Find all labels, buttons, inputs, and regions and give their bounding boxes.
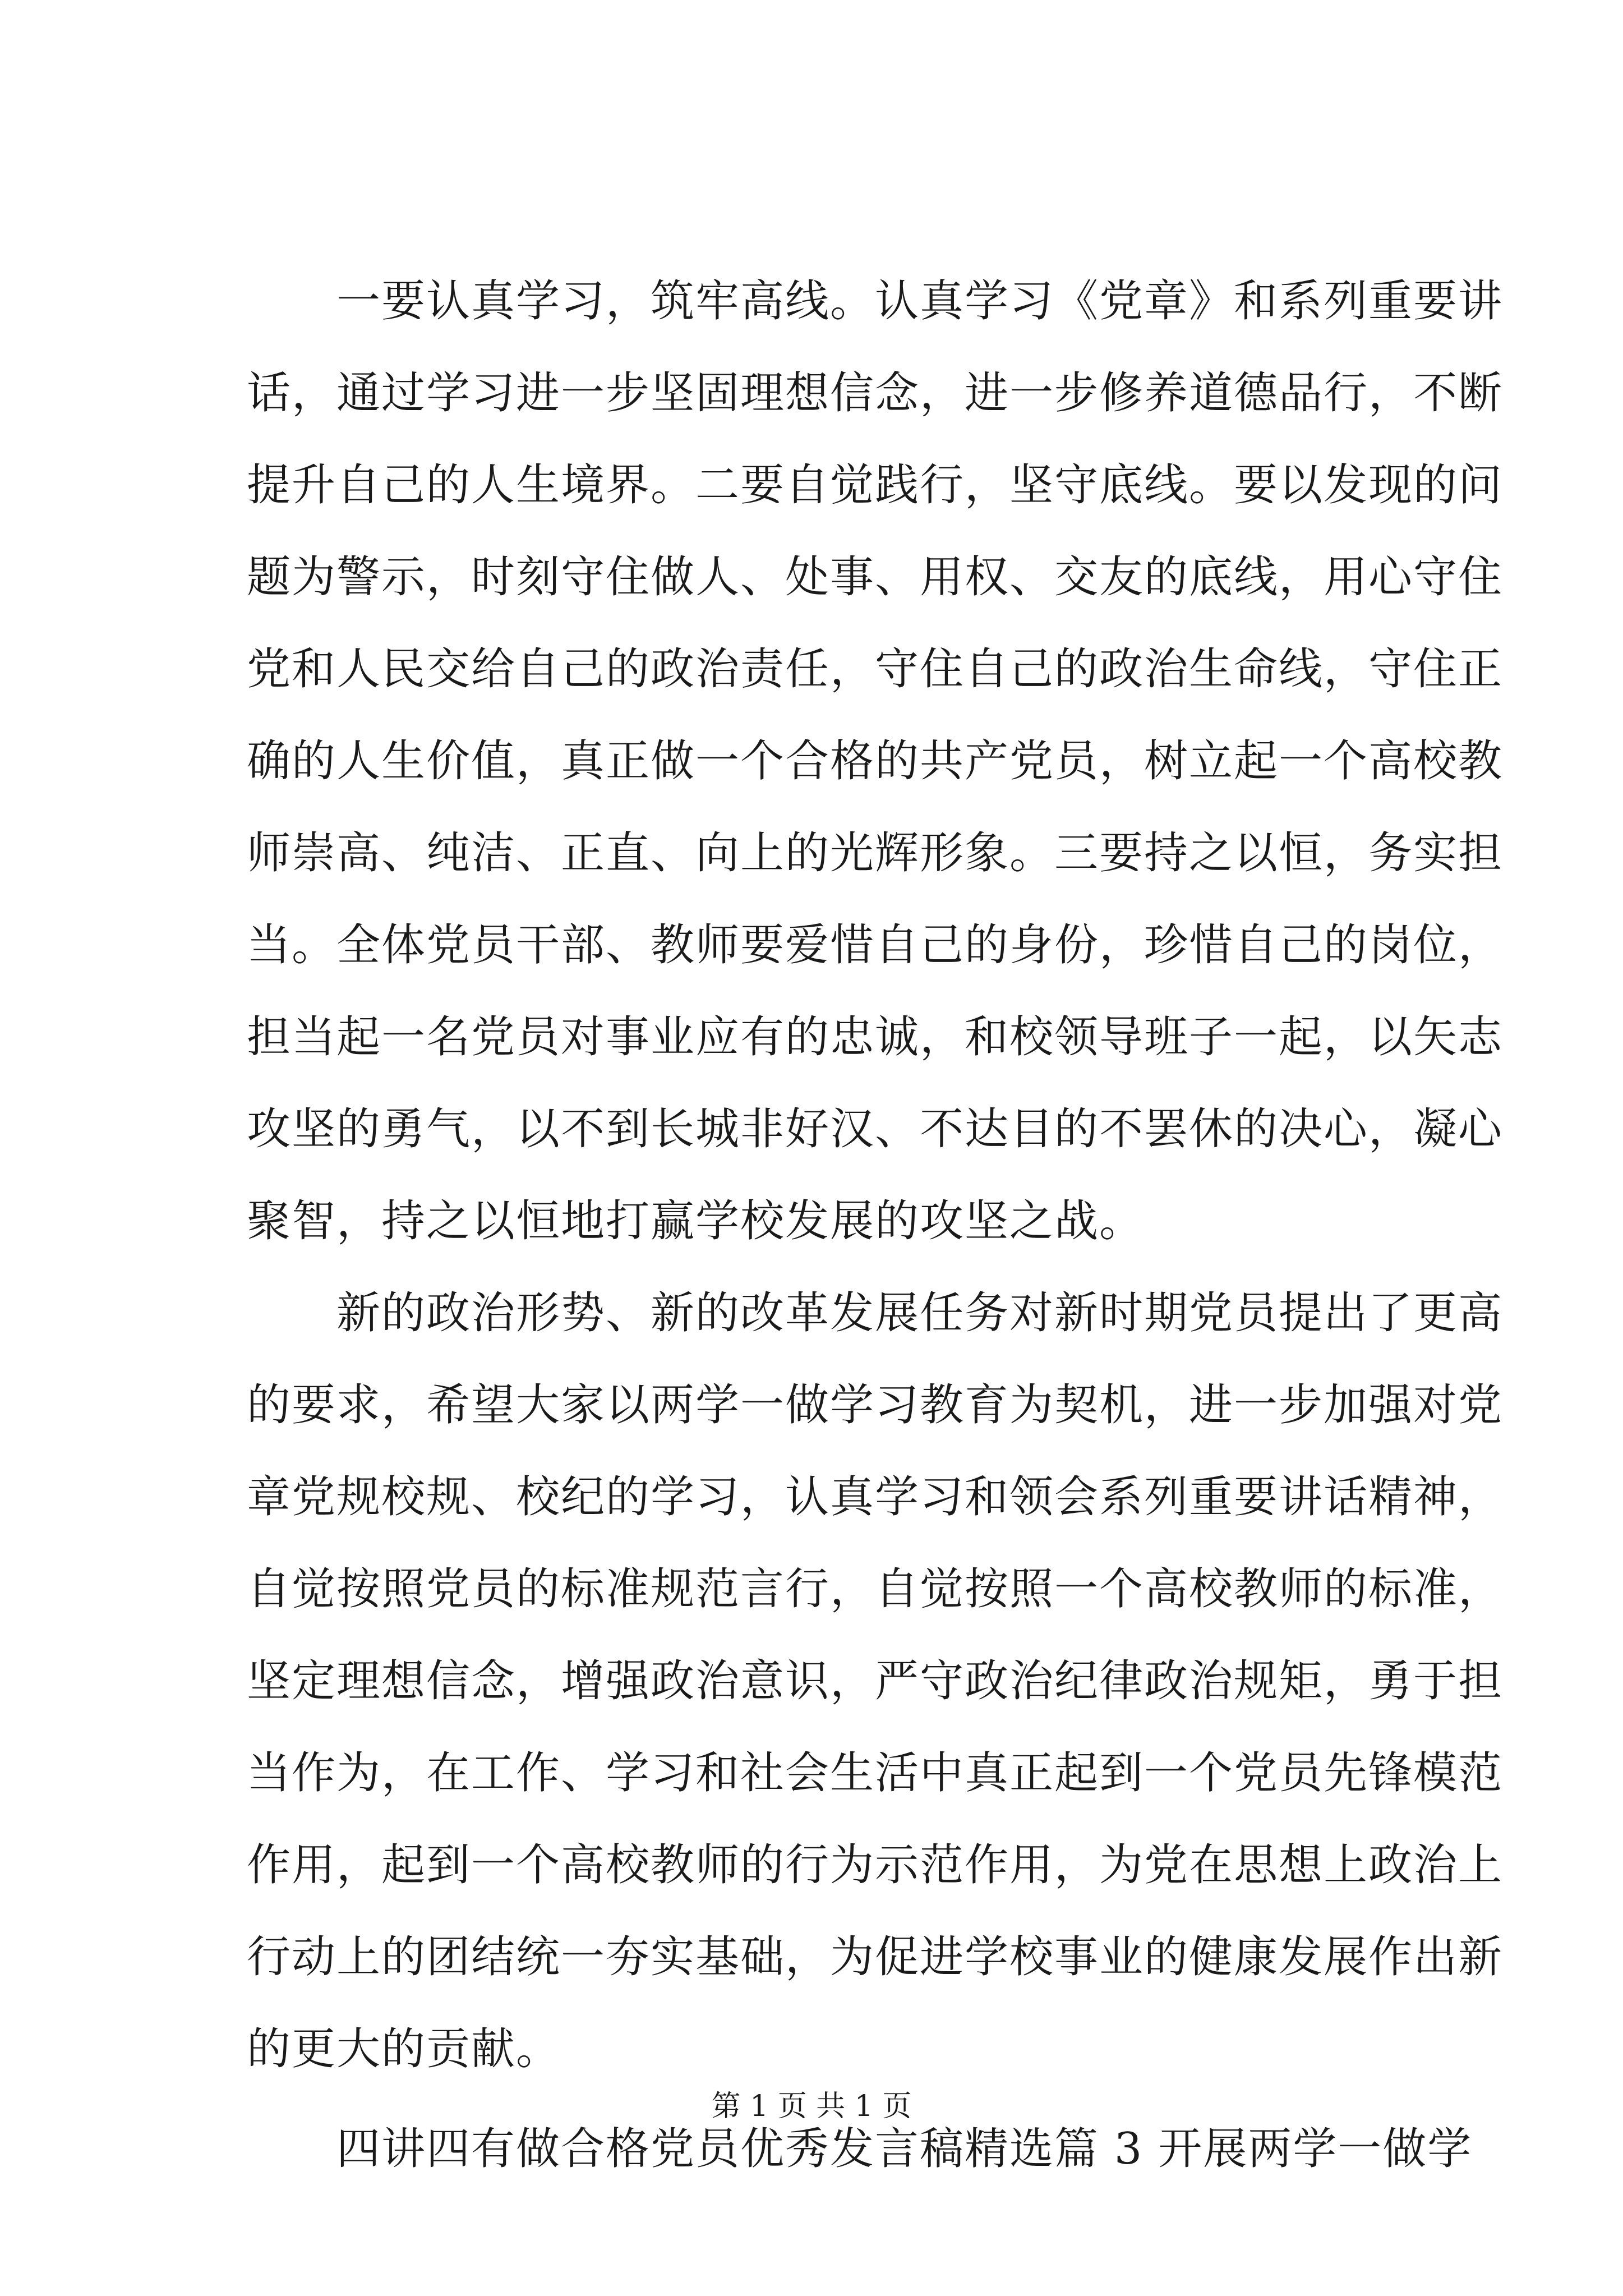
text-line: 坚定理想信念，增强政治意识，严守政治纪律政治规矩，勇于担 [247,1656,1504,1706]
text-line: 确的人生价值，真正做一个合格的共产党员，树立起一个高校教 [247,736,1504,786]
text-line: 作用，起到一个高校教师的行为示范作用，为党在思想上政治上 [247,1840,1504,1890]
page-footer: 第 1 页 共 1 页 [711,2090,912,2123]
text-line: 提升自己的人生境界。二要自觉践行，坚守底线。要以发现的问 [247,460,1504,510]
text-line: 党和人民交给自己的政治责任，守住自己的政治生命线，守住正 [247,644,1504,694]
text-line: 自觉按照党员的标准规范言行，自觉按照一个高校教师的标准， [247,1564,1504,1614]
text-line: 四讲四有做合格党员优秀发言稿精选篇 3 开展两学一做学 [336,2124,1473,2174]
text-line: 话，通过学习进一步坚固理想信念，进一步修养道德品行，不断 [247,368,1504,418]
paragraph-2 [247,1267,1504,2095]
text-line: 的更大的贡献。 [247,2024,561,2074]
text-line: 当作为，在工作、学习和社会生活中真正起到一个党员先锋模范 [247,1748,1504,1798]
text-line: 的要求，希望大家以两学一做学习教育为契机，进一步加强对党 [247,1380,1504,1430]
text-line: 当。全体党员干部、教师要爱惜自己的身份，珍惜自己的岗位， [247,920,1504,970]
text-line: 一要认真学习，筑牢高线。认真学习《党章》和系列重要讲 [336,276,1504,326]
text-line: 章党规校规、校纪的学习，认真学习和领会系列重要讲话精神， [247,1472,1504,1522]
text-line: 担当起一名党员对事业应有的忠诚，和校领导班子一起，以矢志 [247,1012,1504,1062]
text-line: 题为警示，时刻守住做人、处事、用权、交友的底线，用心守住 [247,552,1504,602]
text-line: 聚智，持之以恒地打赢学校发展的攻坚之战。 [247,1196,1145,1246]
text-line: 师崇高、纯洁、正直、向上的光辉形象。三要持之以恒，务实担 [247,828,1504,878]
paragraph-1 [247,255,1504,1267]
text-line: 行动上的团结统一夯实基础，为促进学校事业的健康发展作出新 [247,1932,1504,1982]
text-line: 攻坚的勇气，以不到长城非好汉、不达目的不罢休的决心，凝心 [247,1104,1504,1154]
text-line: 新的政治形势、新的改革发展任务对新时期党员提出了更高 [336,1288,1504,1338]
document-body [247,255,1504,2195]
